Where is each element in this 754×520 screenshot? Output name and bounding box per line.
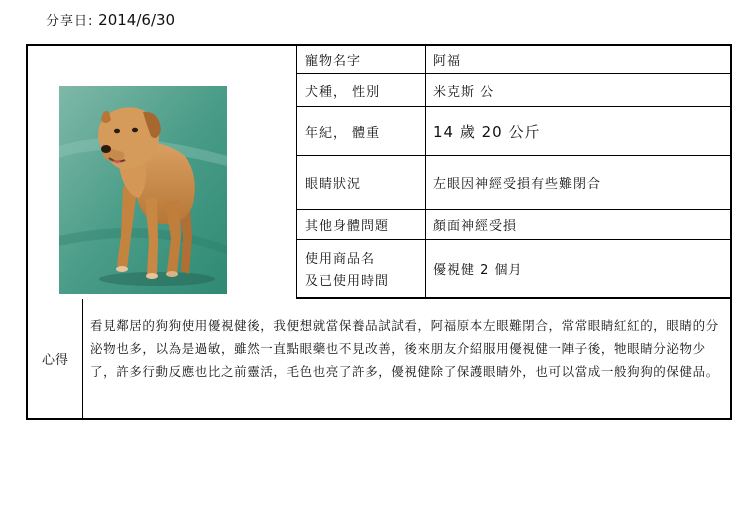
product-usage-label-line2: 及已使用時間 (305, 274, 390, 289)
row-breed-sex (297, 74, 732, 107)
comment-row (28, 299, 730, 418)
other-issues-label: 其他身體問題 (297, 210, 426, 239)
product-usage-label (297, 240, 426, 297)
other-issues-value: 顏面神經受損 (433, 219, 518, 234)
eye-condition-value: 左眼因神經受損有些難閉合 (433, 177, 602, 192)
eye-condition-label: 眼睛狀況 (297, 156, 426, 209)
row-other-issues (297, 210, 732, 240)
breed-sex-value: 米克斯 公 (433, 84, 495, 100)
share-date-value: 2014/6/30 (98, 11, 176, 29)
dog-photo (59, 86, 227, 294)
row-pet-name (297, 46, 732, 74)
age-weight-value: 14 歲 20 公斤 (433, 122, 541, 141)
breed-sex-label: 犬種， 性別 (297, 74, 426, 106)
pet-report-form (26, 44, 732, 420)
pet-name-value: 阿福 (433, 54, 462, 69)
age-weight-label: 年紀， 體重 (297, 107, 426, 155)
share-date (46, 10, 175, 32)
product-usage-value: 優視健 2 個月 (433, 263, 523, 278)
pet-name-label: 寵物名字 (297, 46, 426, 73)
row-age-weight (297, 107, 732, 156)
row-product-usage (297, 240, 732, 299)
comment-label: 心得 (28, 299, 83, 418)
product-usage-label-line1: 使用商品名 (305, 252, 376, 267)
photo-cell (28, 46, 297, 299)
dog-illustration (59, 86, 227, 294)
row-eye-condition (297, 156, 732, 210)
comment-text: 看見鄰居的狗狗使用優視健後，我便想就當保養品試試看，阿福原本左眼難閉合，常常眼睛紅紅的，眼睛的分泌物也多，以為是過敏，雖然一直點眼藥也不見改善，後來朋友介紹服用優視健一陣子後，牠眼睛分泌物少了，許多行動反應也比之前靈活，毛色也亮了許多，優視健除了保護眼睛外，也可以當成一般狗狗的保健品。 (90, 318, 719, 379)
share-date-label: 分享日: (46, 14, 94, 29)
pet-info-table (297, 46, 732, 299)
